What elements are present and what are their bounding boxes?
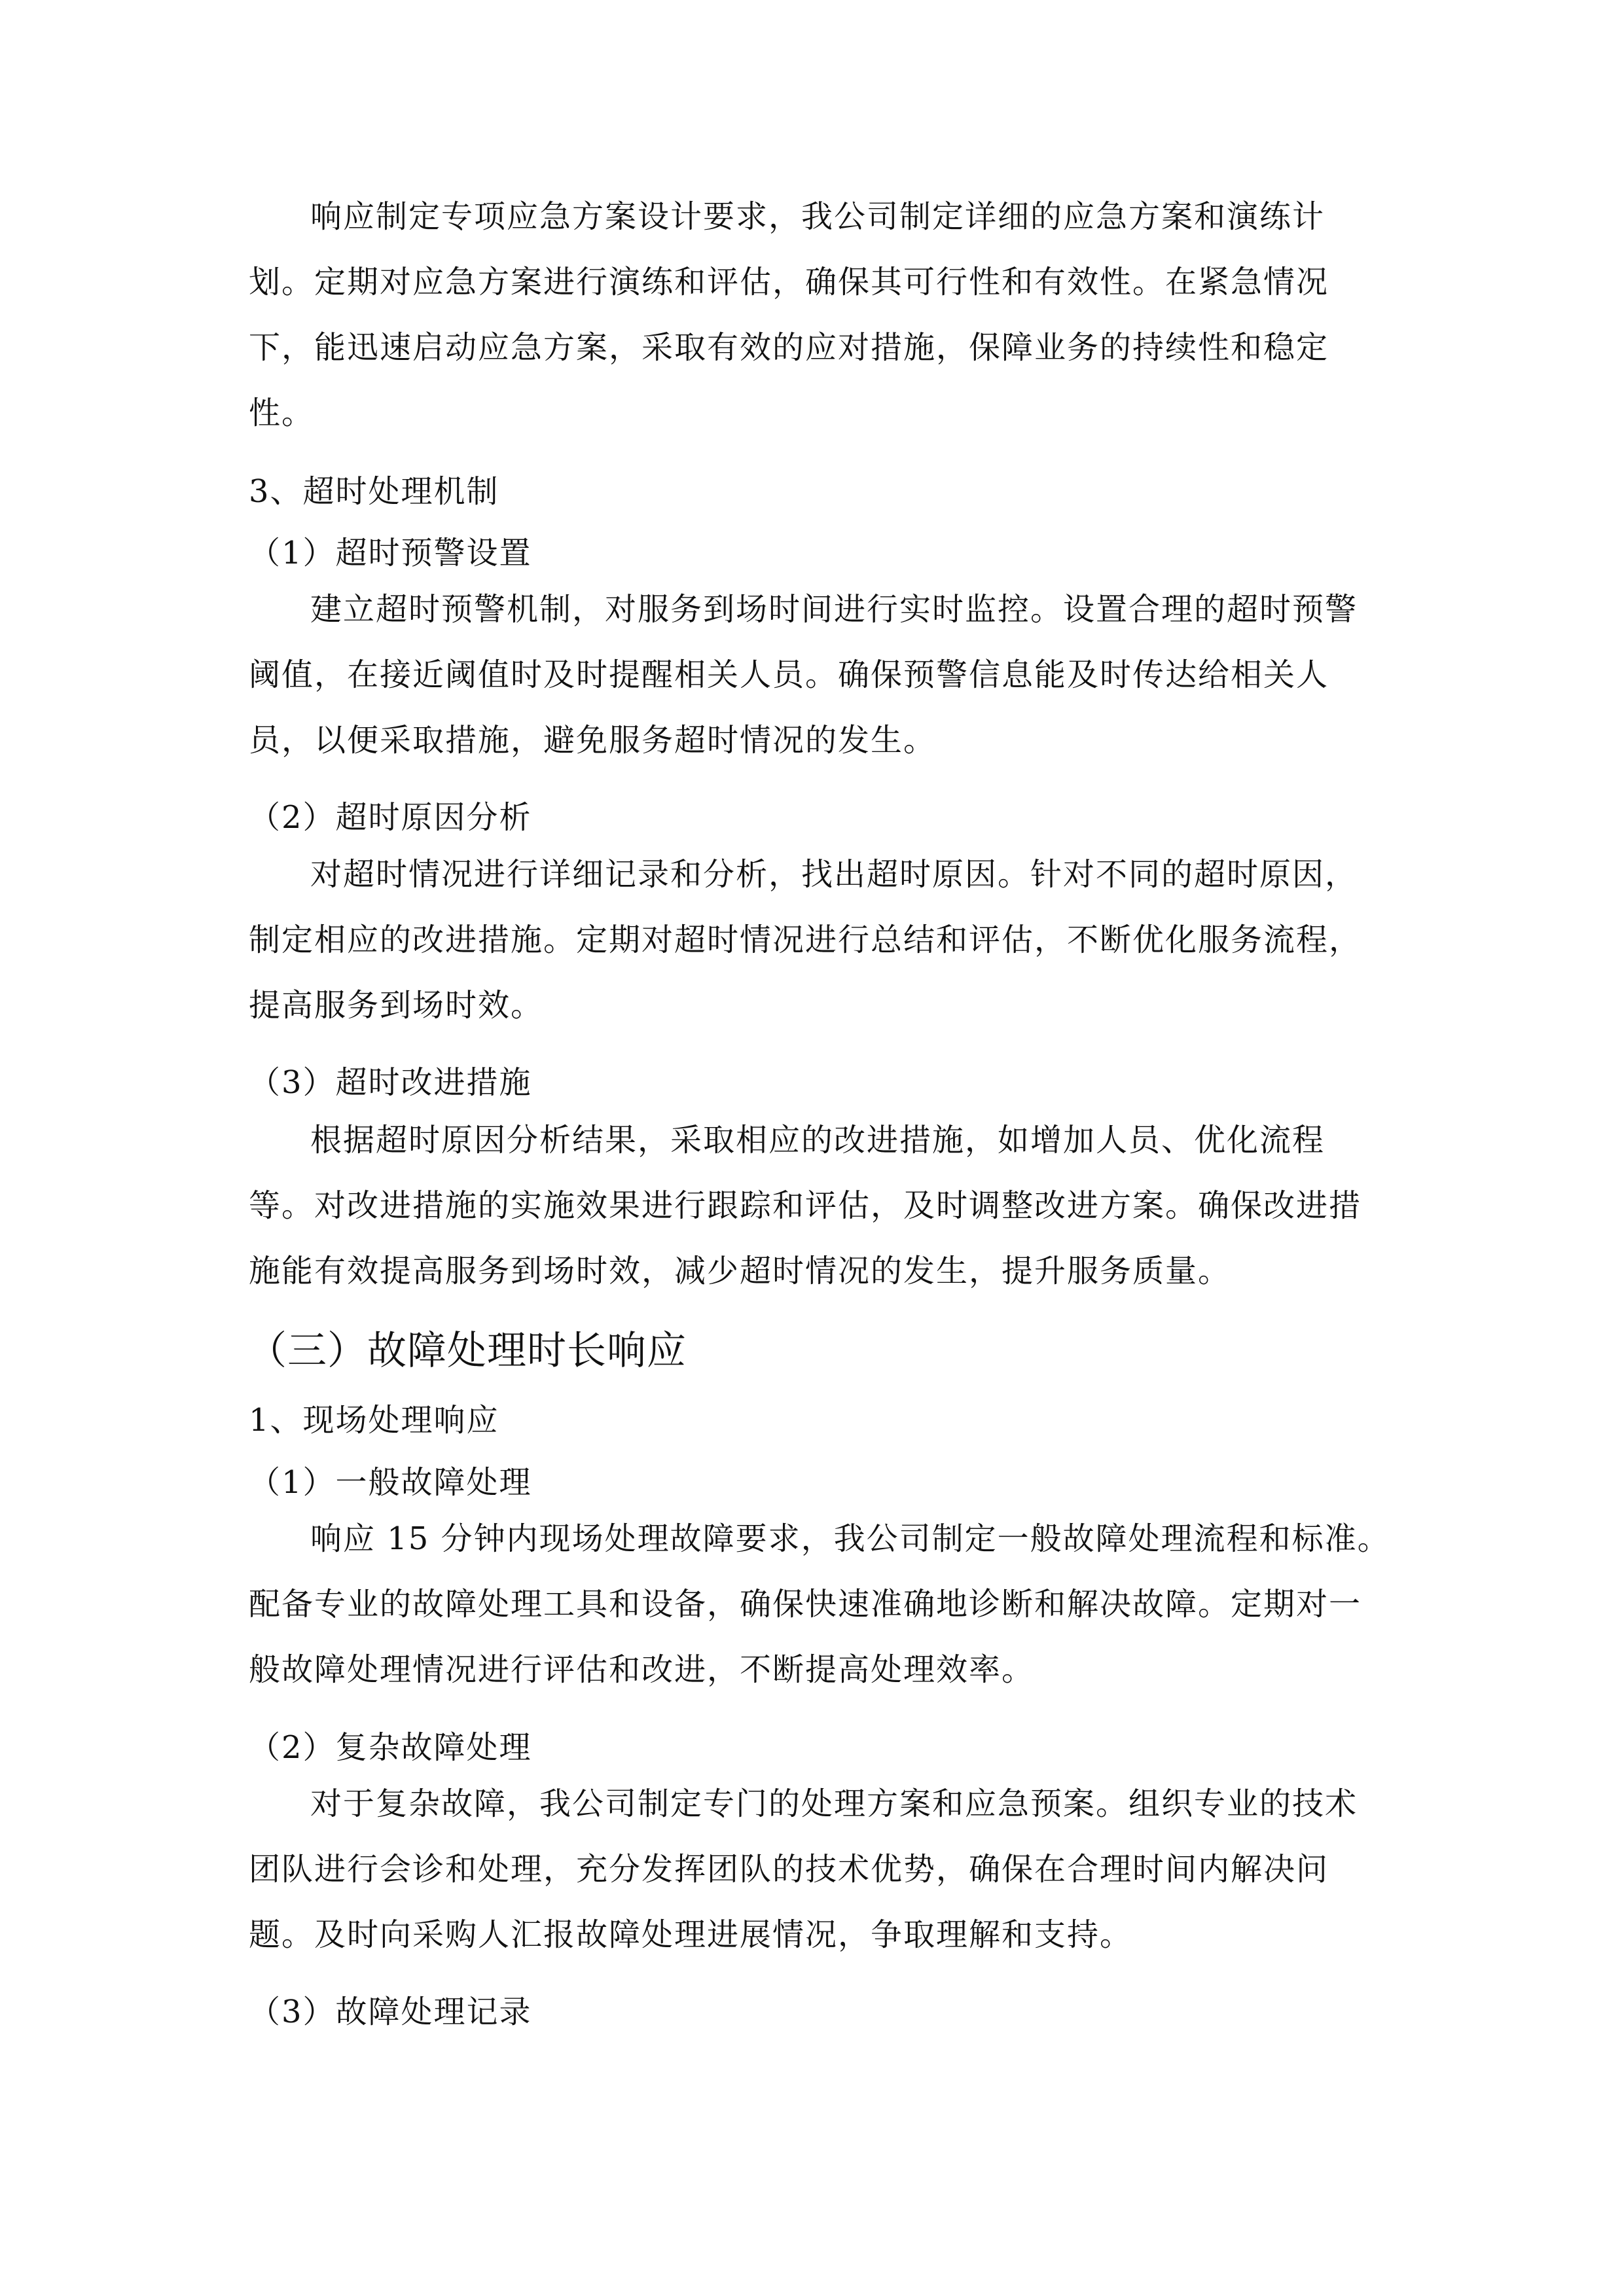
paragraph-line: 对于复杂故障，我公司制定专门的处理方案和应急预案。组织专业的技术 (310, 1785, 1358, 1822)
subsection-heading: （2）复杂故障处理 (249, 1729, 532, 1766)
section-heading: 3、超时处理机制 (249, 473, 499, 510)
paragraph-line: 阈值，在接近阈值时及时提醒相关人员。确保预警信息能及时传达给相关人 (249, 656, 1329, 693)
paragraph-line: 划。定期对应急方案进行演练和评估，确保其可行性和有效性。在紧急情况 (249, 264, 1329, 300)
paragraph-line: 对超时情况进行详细记录和分析，找出超时原因。针对不同的超时原因， (310, 856, 1358, 893)
paragraph-line: 根据超时原因分析结果，采取相应的改进措施，如增加人员、优化流程 (310, 1122, 1326, 1158)
paragraph-line: 配备专业的故障处理工具和设备，确保快速准确地诊断和解决故障。定期对一 (249, 1586, 1362, 1623)
paragraph-line: 提高服务到场时效。 (249, 987, 544, 1024)
paragraph-line: 员，以便采取措施，避免服务超时情况的发生。 (249, 722, 937, 759)
paragraph-line: 下，能迅速启动应急方案，采取有效的应对措施，保障业务的持续性和稳定 (249, 329, 1329, 366)
paragraph-line: 制定相应的改进措施。定期对超时情况进行总结和评估，不断优化服务流程， (249, 922, 1362, 958)
paragraph-line: 题。及时向采购人汇报故障处理进展情况，争取理解和支持。 (249, 1916, 1133, 1953)
paragraph-line: 团队进行会诊和处理，充分发挥团队的技术优势，确保在合理时间内解决问 (249, 1851, 1329, 1888)
subsection-heading: （3）故障处理记录 (249, 1994, 532, 2030)
paragraph-line: 响应 15 分钟内现场处理故障要求，我公司制定一般故障处理流程和标准。 (310, 1520, 1390, 1557)
paragraph-line: 响应制定专项应急方案设计要求，我公司制定详细的应急方案和演练计 (310, 198, 1326, 235)
paragraph-line: 建立超时预警机制，对服务到场时间进行实时监控。设置合理的超时预警 (310, 591, 1358, 628)
chapter-heading: （三）故障处理时长响应 (247, 1328, 687, 1374)
subsection-heading: （1）一般故障处理 (249, 1464, 532, 1501)
paragraph-line: 性。 (249, 395, 315, 431)
paragraph-line: 施能有效提高服务到场时效，减少超时情况的发生，提升服务质量。 (249, 1253, 1231, 1289)
paragraph-line: 等。对改进措施的实施效果进行跟踪和评估，及时调整改进方案。确保改进措 (249, 1187, 1362, 1224)
subsection-heading: （2）超时原因分析 (249, 799, 532, 836)
subsection-heading: （1）超时预警设置 (249, 535, 532, 571)
section-heading: 1、现场处理响应 (249, 1402, 499, 1439)
paragraph-line: 般故障处理情况进行评估和改进，不断提高处理效率。 (249, 1651, 1035, 1688)
subsection-heading: （3）超时改进措施 (249, 1064, 532, 1101)
